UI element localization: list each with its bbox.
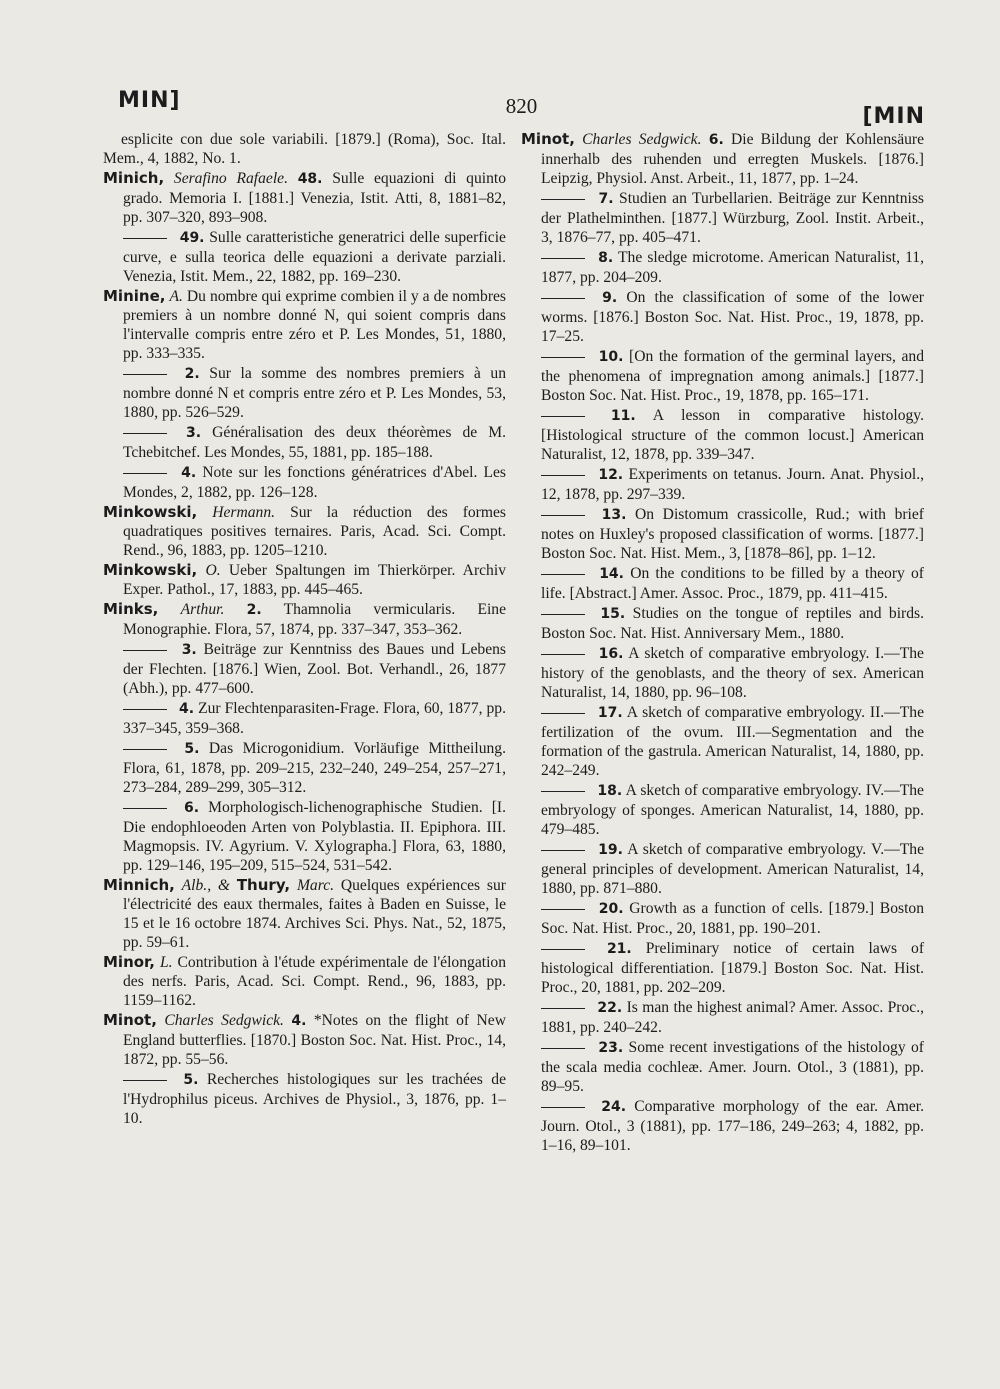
bibliography-entry	[521, 189, 924, 247]
entry-number: 2.	[246, 602, 262, 618]
entry-text: Is man the highest animal? Amer. Assoc. Proc., 1881, pp. 240–242.	[541, 999, 925, 1036]
ditto-dash	[541, 199, 585, 200]
bibliography-entry	[103, 640, 506, 698]
entry-text: Contribution à l'étude expérimentale de l'élongation des nerfs. Paris, Acad. Sci. Compt. Rend., 96, 1883, pp. 1159–1162.	[123, 954, 507, 1009]
ditto-dash	[123, 808, 167, 809]
bibliography-entry	[103, 561, 506, 599]
bibliography-entry	[521, 505, 924, 563]
author-surname: Minnich,	[103, 876, 175, 894]
author-given-name: Hermann.	[212, 504, 276, 521]
author-given-name: Charles Sedgwick.	[164, 1012, 284, 1029]
entry-number: 17.	[597, 705, 623, 721]
bibliography-entry	[103, 503, 506, 560]
bibliography-entry	[103, 169, 506, 227]
ditto-dash	[123, 1080, 167, 1081]
ditto-dash	[123, 473, 167, 474]
entry-number: 11.	[610, 408, 636, 424]
author-given-name: Charles Sedgwick.	[582, 131, 702, 148]
entry-text: Généralisation des deux théorèmes de M. Tchebitchef. Les Mondes, 55, 1881, pp. 185–188.	[123, 424, 506, 461]
entry-text: Studien an Turbellarien. Beiträge zur Kenntniss der Plathelminthen. [1877.] Würzburg, Zool. Instit. Arbeit., 3, 1876–77, pp. 405–471.	[541, 190, 924, 246]
bibliography-entry	[521, 1097, 924, 1155]
entry-text: A sketch of comparative embryology. I.—The history of the genoblasts, and the theory of sex. American Naturalist, 14, 1880, pp. 96–108.	[541, 645, 924, 701]
entry-number: 10.	[598, 349, 624, 365]
entry-number: 18.	[597, 783, 623, 799]
ditto-dash	[541, 298, 585, 299]
entry-number: 20.	[598, 901, 624, 917]
ditto-dash	[541, 791, 585, 792]
bibliography-entry	[521, 703, 924, 780]
bibliography-entry	[521, 998, 924, 1037]
bibliography-entry	[103, 1070, 506, 1128]
author-given-name: Arthur.	[180, 601, 225, 618]
entry-text: Morphologisch-lichenographische Studien. [I. Die endophloeoden Arten von Polyblastia. II. Epiphora. III. Magmopsis. IV. Agyrium. V. Xylographa.] Flora, 63, 1880, pp. 129–146, 195–209, 515–524, 531–542.	[123, 799, 506, 874]
author-surname: Minkowski,	[103, 561, 198, 579]
bibliography-entry	[521, 288, 924, 346]
entry-text: Studies on the tongue of reptiles and birds. Boston Soc. Nat. Hist. Anniversary Mem., 1880.	[541, 605, 925, 642]
author-given-name: L.	[159, 954, 173, 971]
bibliography-entry	[103, 739, 506, 797]
entry-number: 23.	[598, 1040, 624, 1056]
bibliography-entry	[521, 899, 924, 938]
ditto-dash	[123, 709, 167, 710]
author-surname: Minot,	[521, 130, 575, 148]
bibliography-entry	[521, 248, 924, 287]
entry-number: 3.	[186, 425, 202, 441]
author-surname: Minot,	[103, 1011, 157, 1029]
entry-number: 4.	[291, 1013, 307, 1029]
author-given-name: Serafino Rafaele.	[173, 170, 288, 187]
bibliography-entry	[521, 939, 924, 997]
page-number: 820	[505, 94, 538, 118]
bibliography-entry	[103, 287, 506, 363]
running-head-right: [MIN	[862, 104, 925, 129]
entry-text: Das Microgonidium. Vorläufige Mittheilung. Flora, 61, 1878, pp. 209–215, 232–240, 249–254, 257–271, 273–284, 289–299, 305–312.	[123, 740, 506, 796]
entry-number: 21.	[606, 941, 632, 957]
entry-text: esplicite con due sole variabili. [1879.] (Roma), Soc. Ital. Mem., 4, 1882, No. 1.	[103, 131, 506, 167]
bibliography-entry	[103, 600, 506, 639]
ditto-dash	[541, 949, 585, 950]
ditto-dash	[541, 515, 585, 516]
entry-text: Sur la somme des nombres premiers à un nombre donné N et compris entre zéro et P. Les Mondes, 53, 1880, pp. 526–529.	[123, 365, 507, 421]
bibliography-entry	[521, 564, 924, 603]
entry-text: Zur Flechtenparasiten-Frage. Flora, 60, 1877, pp. 337–345, 359–368.	[123, 700, 506, 737]
entry-text: A sketch of comparative embryology. II.—The fertilization of the ovum. III.—Segmentation and the formation of the gastrula. American Naturalist, 14, 1880, pp. 242–249.	[541, 704, 924, 779]
bibliography-entry	[521, 406, 924, 464]
author-given-name: Marc.	[296, 877, 335, 894]
ditto-dash	[541, 1008, 585, 1009]
bibliography-entry	[521, 781, 924, 839]
bibliography-entry	[521, 130, 924, 188]
entry-number: 2.	[184, 366, 200, 382]
right-column	[521, 130, 924, 1156]
entry-text: Sulle equazioni di quinto grado. Memoria I. [1881.] Venezia, Istit. Atti, 8, 1881–82, pp. 307–320, 893–908.	[123, 170, 506, 226]
ditto-dash	[123, 374, 167, 375]
author-surname: Minor,	[103, 953, 155, 971]
bibliography-entry	[521, 644, 924, 702]
entry-text: A sketch of comparative embryology. V.—The general principles of development. American Naturalist, 14, 1880, pp. 871–880.	[541, 841, 925, 897]
entry-number: 22.	[597, 1000, 623, 1016]
author-given-name: Alb., &	[181, 877, 237, 894]
entry-text: Beiträge zur Kenntniss des Baues und Lebens der Flechten. [1876.] Wien, Zool. Bot. Verhandl., 26, 1877 (Abh.), pp. 477–600.	[123, 641, 506, 697]
running-head-left: MIN]	[118, 88, 181, 113]
entry-number: 4.	[179, 701, 195, 717]
entry-text: Recherches histologiques sur les trachées de l'Hydrophilus piceus. Archives de Physiol., 3, 1876, pp. 1–10.	[123, 1071, 506, 1127]
author-surname: Minkowski,	[103, 503, 198, 521]
page-header	[118, 88, 925, 128]
entry-text: On the conditions to be filled by a theory of life. [Abstract.] Amer. Assoc. Proc., 1879, pp. 411–415.	[541, 565, 924, 602]
ditto-dash	[541, 909, 585, 910]
ditto-dash	[541, 357, 585, 358]
ditto-dash	[541, 416, 585, 417]
entry-text: Quelques expériences sur l'électricité des eaux thermales, faites à Baden en Suisse, le 15 et le 16 octobre 1874. Archives Sci. Phys. Nat., 52, 1875, pp. 59–61.	[123, 877, 506, 951]
entry-text: Growth as a function of cells. [1879.] Boston Soc. Nat. Hist. Proc., 20, 1881, pp. 190–201.	[541, 900, 925, 937]
ditto-dash	[123, 650, 167, 651]
entry-text: Ueber Spaltungen im Thierkörper. Archiv Exper. Pathol., 17, 1883, pp. 445–465.	[123, 562, 506, 598]
author-given-name: O.	[205, 562, 221, 579]
entry-text: A sketch of comparative embryology. IV.—The embryology of sponges. American Naturalist, 14, 1880, pp. 479–485.	[541, 782, 924, 838]
ditto-dash	[541, 654, 585, 655]
entry-number: 6.	[184, 800, 200, 816]
entry-text: Thamnolia vermicularis. Eine Monographie. Flora, 57, 1874, pp. 337–347, 353–362.	[123, 601, 507, 638]
bibliography-entry	[103, 953, 506, 1010]
bibliography-entry	[103, 798, 506, 875]
bibliography-entry	[103, 423, 506, 462]
ditto-dash	[541, 1107, 585, 1108]
entry-text: Comparative morphology of the ear. Amer. Journ. Otol., 3 (1881), pp. 177–186, 249–263; 4, 1882, pp. 1–16, 89–101.	[541, 1098, 924, 1154]
ditto-dash	[541, 1048, 585, 1049]
author-surname: Minks,	[103, 600, 159, 618]
bibliography-entry	[103, 364, 506, 422]
bibliography-entry	[521, 347, 924, 405]
bibliography-entry	[103, 699, 506, 738]
bibliography-entry	[521, 604, 924, 643]
entry-text: Experiments on tetanus. Journ. Anat. Physiol., 12, 1878, pp. 297–339.	[541, 466, 925, 503]
ditto-dash	[541, 614, 585, 615]
entry-text: Die Bildung der Kohlensäure innerhalb des ruhenden und erregten Muskels. [1876.] Leipzig, Physiol. Anst. Arbeit., 11, 1877, pp. 1–24.	[541, 131, 925, 187]
author-given-name: A.	[169, 288, 183, 305]
ditto-dash	[123, 433, 167, 434]
author-surname: Minine,	[103, 287, 166, 305]
author-surname: Thury,	[236, 876, 291, 894]
entry-text: The sledge microtome. American Naturalist, 11, 1877, pp. 204–209.	[541, 249, 924, 286]
entry-text: Preliminary notice of certain laws of histological differentiation. [1879.] Boston Soc. Nat. Hist. Proc., 20, 1881, pp. 202–209.	[541, 940, 925, 996]
bibliography-entry	[103, 463, 506, 502]
entry-number: 6.	[708, 132, 724, 148]
author-surname: Minich,	[103, 169, 165, 187]
entry-number: 24.	[601, 1099, 627, 1115]
bibliography-entry	[103, 130, 506, 168]
entry-number: 48.	[297, 171, 323, 187]
entry-number: 15.	[600, 606, 626, 622]
entry-number: 8.	[598, 250, 614, 266]
entry-text: Sulle caratteristiche generatrici delle superficie curve, e sulla teorica delle equazioni a derivate parziali. Venezia, Istit. Mem., 22, 1882, pp. 169–230.	[123, 229, 506, 285]
ditto-dash	[123, 238, 167, 239]
bibliography-entry	[103, 1011, 506, 1069]
ditto-dash	[541, 475, 585, 476]
entry-number: 5.	[183, 1072, 199, 1088]
entry-number: 19.	[598, 842, 623, 858]
entry-text: On the classification of some of the lower worms. [1876.] Boston Soc. Nat. Hist. Proc., 19, 1878, pp. 17–25.	[541, 289, 924, 345]
bibliography-entry	[521, 840, 924, 898]
entry-number: 7.	[598, 191, 614, 207]
entry-text: Some recent investigations of the histology of the scala media cochleæ. Amer. Journ. Otol., 3 (1881), pp. 89–95.	[541, 1039, 924, 1095]
ditto-dash	[123, 749, 167, 750]
entry-number: 5.	[184, 741, 200, 757]
entry-text: [On the formation of the germinal layers, and the phenomena of impregnation among animals.] [1877.] Boston Soc. Nat. Hist. Proc., 19, 1878, pp. 165–171.	[541, 348, 924, 404]
bibliography-entry	[103, 228, 506, 286]
left-column	[103, 130, 506, 1129]
bibliography-entry	[521, 465, 924, 504]
ditto-dash	[541, 713, 585, 714]
ditto-dash	[541, 258, 585, 259]
bibliography-entry	[521, 1038, 924, 1096]
entry-text: On Distomum crassicolle, Rud.; with brief notes on Huxley's proposed classification of worms. [1877.] Boston Soc. Nat. Hist. Mem., 3, [1878–86], pp. 1–12.	[541, 506, 925, 562]
bibliography-entry	[103, 876, 506, 952]
ditto-dash	[541, 850, 585, 851]
entry-number: 16.	[598, 646, 624, 662]
entry-text: Du nombre qui exprime combien il y a de nombres premiers à un nombre donné N, qui soient compris dans l'intervalle compris entre zéro et P. Les Mondes, 51, 1880, pp. 333–335.	[123, 288, 507, 362]
entry-number: 49.	[179, 230, 205, 246]
entry-number: 13.	[601, 507, 627, 523]
entry-number: 9.	[602, 290, 618, 306]
entry-text: Note sur les fonctions génératrices d'Abel. Les Mondes, 2, 1882, pp. 126–128.	[123, 464, 506, 501]
entry-number: 4.	[181, 465, 197, 481]
entry-number: 14.	[599, 566, 624, 582]
ditto-dash	[541, 574, 585, 575]
entry-number: 3.	[181, 642, 197, 658]
entry-text: *Notes on the flight of New England butterflies. [1870.] Boston Soc. Nat. Hist. Proc., 14, 1872, pp. 55–56.	[123, 1012, 506, 1068]
entry-text: Sur la réduction des formes quadratiques positives ternaires. Paris, Acad. Sci. Compt. Rend., 96, 1883, pp. 1205–1210.	[123, 504, 506, 559]
entry-text: A lesson in comparative histology. [Histological structure of the common locust.] American Naturalist, 12, 1878, pp. 339–347.	[541, 407, 924, 463]
entry-number: 12.	[598, 467, 624, 483]
